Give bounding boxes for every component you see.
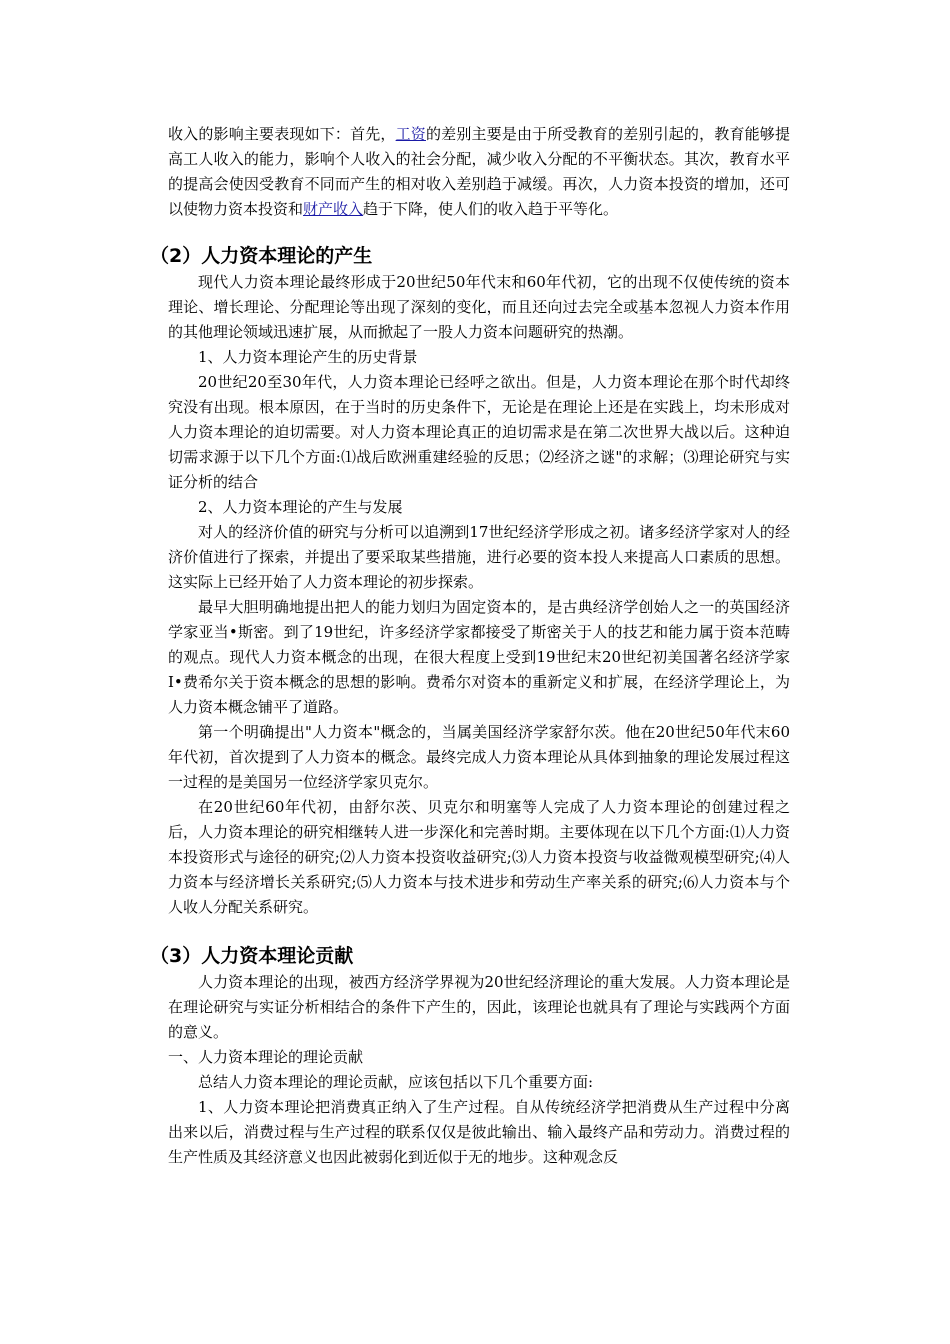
property-income-link[interactable]: 财产收入 <box>303 200 364 218</box>
origin-paragraph-3: 对人的经济价值的研究与分析可以追溯到17世纪经济学形成之初。诸多经济学家对人的经济价值进行了探索，并提出了要采取某些措施，进行必要的资本投人来提高人口素质的思想。这实际上已经开始了人力资本理论的初步探索。 <box>168 523 790 591</box>
document-page <box>150 122 790 1170</box>
subheading-development: 2、人力资本理论的产生与发展 <box>198 498 403 516</box>
intro-text-c: 趋于下降，使人们的收入趋于平等化。 <box>363 200 619 218</box>
spacer <box>168 920 790 942</box>
subheading-theory-contribution: 一、人力资本理论的理论贡献 <box>168 1048 364 1066</box>
contribution-paragraph-3: 1、人力资本理论把消费真正纳入了生产过程。自从传统经济学把消费从生产过程中分离出来以后，消费过程与生产过程的联系仅仅是彼此输出、输入最终产品和劳动力。消费过程的生产性质及其经济意义也因此被弱化到近似于无的地步。这种观念反 <box>168 1098 790 1166</box>
contribution-paragraph-1: 人力资本理论的出现，被西方经济学界视为20世纪经济理论的重大发展。人力资本理论是在理论研究与实证分析相结合的条件下产生的，因此，该理论也就具有了理论与实践两个方面的意义。 <box>168 973 790 1041</box>
wage-link[interactable]: 工资 <box>395 125 426 143</box>
origin-paragraph-2: 20世纪20至30年代，人力资本理论已经呼之欲出。但是，人力资本理论在那个时代却终究没有出现。根本原因，在于当时的历史条件下，无论是在理论上还是在实践上，均未形成对人力资本理论的迫切需要。对人力资本理论真正的迫切需求是在第二次世界大战以后。这种迫切需求源于以下几个方面:⑴战后欧洲重建经验的反思；⑵经济之谜"的求解；⑶理论研究与实证分析的结合 <box>168 373 790 491</box>
origin-paragraph-1: 现代人力资本理论最终形成于20世纪50年代末和60年代初，它的出现不仅使传统的资本理论、增长理论、分配理论等出现了深刻的变化，而且还向过去完全或基本忽视人力资本作用的其他理论领域迅速扩展，从而掀起了一股人力资本问题研究的热潮。 <box>168 273 790 341</box>
intro-paragraph <box>168 122 790 222</box>
section-heading-origin: （2）人力资本理论的产生 <box>150 245 373 267</box>
spacer <box>168 222 790 242</box>
origin-paragraph-5: 第一个明确提出"人力资本"概念的，当属美国经济学家舒尔茨。他在20世纪50年代末60年代初，首次提到了人力资本的概念。最终完成人力资本理论从具体到抽象的理论发展过程这一过程的是美国另一位经济学家贝克尔。 <box>168 723 790 791</box>
contribution-paragraph-2: 总结人力资本理论的理论贡献，应该包括以下几个重要方面: <box>198 1073 594 1091</box>
origin-paragraph-4: 最早大胆明确地提出把人的能力划归为固定资本的，是古典经济学创始人之一的英国经济学家亚当•斯密。到了19世纪，许多经济学家都接受了斯密关于人的技艺和能力属于资本范畴的观点。现代人力资本概念的出现，在很大程度上受到19世纪末20世纪初美国著名经济学家I•费希尔关于资本概念的思想的影响。费希尔对资本的重新定义和扩展，在经济学理论上，为人力资本概念铺平了道路。 <box>168 598 790 716</box>
intro-text-a: 收入的影响主要表现如下：首先， <box>168 125 396 143</box>
intro-text-b: 的差别主要是由于所受教育的差别引起的，教育能够提高工人收入的能力，影响个人收入的社会分配，减少收入分配的不平衡状态。其次，教育水平的提高会使因受教育不同而产生的相对收入差别趋于减缓。再次，人力资本投资的增加，还可以使物力资本投资和 <box>168 125 790 218</box>
origin-paragraph-6: 在20世纪60年代初，由舒尔茨、贝克尔和明塞等人完成了人力资本理论的创建过程之后，人力资本理论的研究相继转人进一步深化和完善时期。主要体现在以下几个方面:⑴人力资本投资形式与途径的研究;⑵人力资本投资收益研究;⑶人力资本投资与收益微观模型研究;⑷人力资本与经济增长关系研究;⑸人力资本与技术进步和劳动生产率关系的研究;⑹人力资本与个人收人分配关系研究。 <box>168 798 790 916</box>
section-heading-contribution: （3）人力资本理论贡献 <box>150 945 354 967</box>
subheading-background: 1、人力资本理论产生的历史背景 <box>198 348 418 366</box>
